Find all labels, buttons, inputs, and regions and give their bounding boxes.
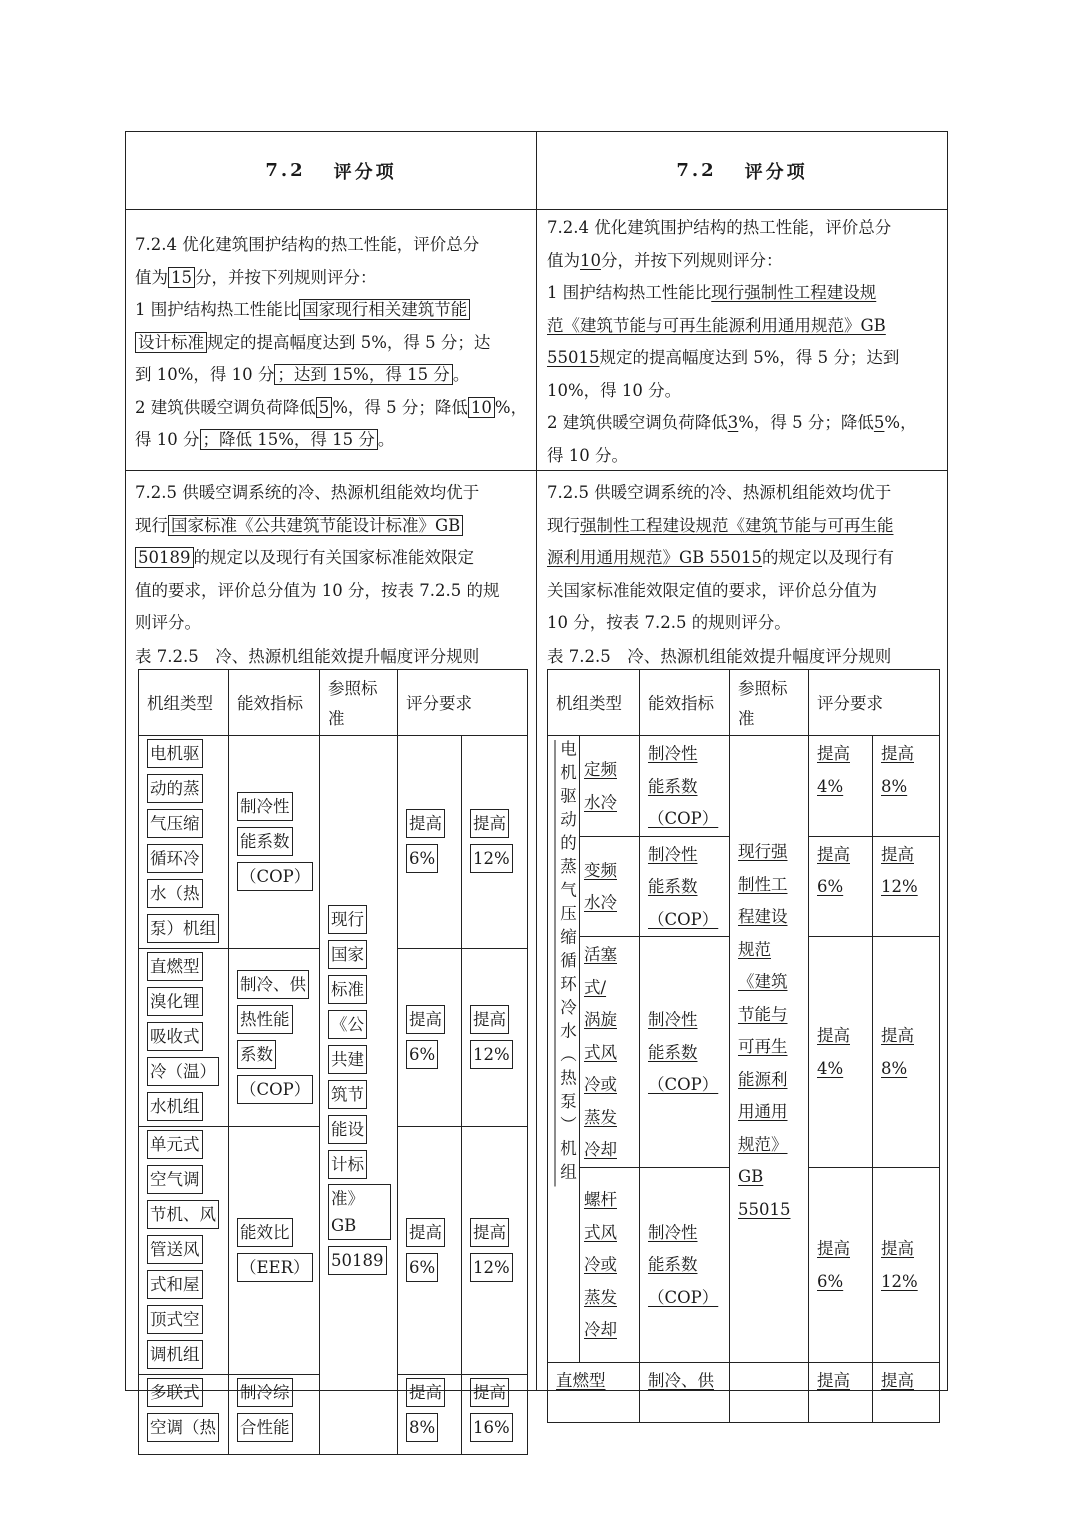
subtable-right-clip bbox=[547, 669, 940, 1391]
underlined-text: 55015 bbox=[547, 348, 600, 367]
text: 8% bbox=[881, 776, 908, 796]
text: 系数 bbox=[237, 1040, 276, 1069]
text: 《公 bbox=[328, 1010, 367, 1039]
underlined-text: 范《建筑节能与可再生能源利用通用规范》GB bbox=[547, 315, 886, 335]
text: 规范 bbox=[738, 939, 771, 959]
text: 现行 bbox=[135, 515, 168, 535]
text-line: 7.2.5 供暖空调系统的冷、热源机组能效均优于 bbox=[547, 483, 892, 502]
text: 式风 bbox=[584, 1222, 617, 1242]
header-text: 机组类型 bbox=[556, 693, 622, 713]
text: 提高 bbox=[817, 1239, 850, 1258]
text: 值为 bbox=[547, 250, 580, 270]
subtype-cell bbox=[580, 937, 640, 1168]
header-text: 参照标准 bbox=[738, 678, 788, 728]
text: 提高 bbox=[881, 844, 914, 864]
text: （COP） bbox=[648, 1075, 719, 1094]
text: 。 bbox=[452, 365, 470, 384]
text: 活塞 bbox=[584, 945, 617, 964]
text: 6% bbox=[406, 844, 438, 873]
score-cell bbox=[873, 836, 940, 937]
text: 筑节 bbox=[328, 1080, 367, 1109]
score-cell bbox=[398, 1375, 462, 1455]
metric-cell bbox=[229, 736, 320, 949]
score-cell bbox=[462, 1375, 528, 1455]
text: 12% bbox=[881, 877, 918, 896]
col-header bbox=[398, 670, 528, 736]
subtype-cell bbox=[580, 1167, 640, 1362]
text-line: 值的要求，评价总分值为 10 分，按表 7.2.5 的规 bbox=[135, 580, 500, 600]
text-line: 则评分。 bbox=[135, 613, 201, 632]
text: 电机驱 bbox=[147, 739, 203, 768]
text: 制冷性 bbox=[648, 1222, 698, 1242]
header-left bbox=[126, 132, 536, 209]
text: 准》GB bbox=[328, 1184, 391, 1240]
text: 6% bbox=[817, 1271, 844, 1291]
text: 循环冷 bbox=[147, 844, 203, 873]
text: 16% bbox=[470, 1413, 513, 1442]
text: 节能与 bbox=[738, 1004, 788, 1024]
text: （COP） bbox=[648, 809, 719, 828]
text: 顶式空 bbox=[147, 1305, 203, 1334]
metric-cell bbox=[229, 1375, 320, 1455]
text: 管送风 bbox=[147, 1235, 203, 1264]
text: 调机组 bbox=[147, 1340, 203, 1369]
table-caption-left: 表 7.2.5 冷、热源机组能效提升幅度评分规则 bbox=[135, 647, 480, 666]
score-cell bbox=[873, 937, 940, 1168]
text: 提高 bbox=[881, 1239, 914, 1258]
score-cell bbox=[809, 937, 873, 1168]
text: 12% bbox=[470, 1253, 513, 1282]
unit-type-cell bbox=[139, 736, 229, 949]
text: 式/ bbox=[584, 977, 607, 997]
text: 单元式 bbox=[147, 1130, 203, 1159]
text-line: 7.2.5 供暖空调系统的冷、热源机组能效均优于 bbox=[135, 483, 480, 502]
score-cell bbox=[462, 736, 528, 949]
text: 式和屋 bbox=[147, 1270, 203, 1299]
header-text: 评分要求 bbox=[817, 693, 883, 713]
reference-standard-cell bbox=[320, 736, 398, 1455]
text: 提高 bbox=[817, 844, 850, 864]
row-divider bbox=[126, 209, 947, 210]
text: 12% bbox=[881, 1271, 918, 1291]
text: 制冷、供 bbox=[648, 1370, 714, 1390]
header-right bbox=[537, 132, 947, 209]
boxed-score: 15 bbox=[168, 267, 195, 288]
text: 现行强 bbox=[738, 842, 788, 861]
score-cell bbox=[398, 949, 462, 1127]
col-header bbox=[809, 670, 940, 736]
text: 式风 bbox=[584, 1042, 617, 1062]
col-header bbox=[320, 670, 398, 736]
unit-type-cell bbox=[139, 1127, 229, 1375]
text: 能系数 bbox=[648, 877, 698, 896]
text: 提高 bbox=[470, 1378, 509, 1407]
text: 提高 bbox=[881, 744, 914, 763]
text: 热性能 bbox=[237, 1005, 293, 1034]
text: 的规定以及现行有 bbox=[762, 548, 895, 567]
text: 值为 bbox=[135, 267, 168, 287]
text: 冷或 bbox=[584, 1255, 617, 1275]
section-title: 评分项 bbox=[744, 161, 808, 183]
table-caption-right: 表 7.2.5 冷、热源机组能效提升幅度评分规则 bbox=[547, 647, 892, 666]
text-line: 10%，得 10 分。 bbox=[547, 380, 682, 400]
text: 制冷性 bbox=[648, 744, 698, 763]
metric-cell bbox=[229, 949, 320, 1127]
text-line: 10 分，按表 7.2.5 的规则评分。 bbox=[547, 613, 791, 632]
text: 提高 bbox=[881, 1026, 914, 1046]
text: 泵）机组 bbox=[147, 914, 219, 943]
score-cell bbox=[809, 736, 873, 837]
text: 规范》 bbox=[738, 1134, 788, 1154]
text: 提高 bbox=[470, 1218, 509, 1247]
text: 变频 bbox=[584, 860, 617, 880]
underlined-value: 3 bbox=[727, 413, 739, 432]
text: GB bbox=[738, 1167, 764, 1186]
text: （COP） bbox=[237, 862, 313, 891]
vertical-text: 电机驱动的蒸气压缩循环冷水（热泵）机组 bbox=[557, 740, 577, 1187]
header-text: 能效指标 bbox=[237, 693, 303, 713]
col-header bbox=[640, 670, 730, 736]
text: 能系数 bbox=[237, 827, 293, 856]
header-text: 能效指标 bbox=[648, 693, 714, 713]
text: 《建筑 bbox=[738, 972, 788, 991]
comparison-table bbox=[125, 131, 948, 1437]
text: 制冷性 bbox=[237, 792, 293, 821]
unit-type-cell bbox=[548, 1362, 640, 1422]
boxed-text: 国家现行相关建筑节能 bbox=[299, 299, 470, 320]
boxed-value: 5 bbox=[316, 397, 333, 418]
text: 分，并按下列规则评分： bbox=[195, 267, 377, 287]
text: 12% bbox=[470, 1040, 513, 1069]
text: （COP） bbox=[648, 1287, 719, 1307]
text: 可再生 bbox=[738, 1037, 788, 1056]
boxed-text: ；降低 15%，得 15 分 bbox=[200, 429, 378, 450]
unit-type-cell bbox=[139, 1375, 229, 1455]
text: 水冷 bbox=[584, 893, 617, 913]
text: （COP） bbox=[648, 909, 719, 929]
text-line: 关国家标准能效限定值的要求，评价总分值为 bbox=[547, 580, 877, 600]
text: %， bbox=[494, 397, 528, 417]
text: 水（热 bbox=[147, 879, 203, 908]
text: 提高 bbox=[406, 1005, 445, 1034]
metric-cell bbox=[640, 836, 730, 937]
text: 提高 bbox=[406, 1378, 445, 1407]
text: 能效比 bbox=[237, 1218, 293, 1247]
text: 空调（热 bbox=[147, 1413, 219, 1442]
text: 吸收式 bbox=[147, 1022, 203, 1051]
text: 提高 bbox=[470, 809, 509, 838]
text-line: 7.2.4 优化建筑围护结构的热工性能，评价总分 bbox=[135, 235, 480, 254]
subtype-cell bbox=[580, 836, 640, 937]
subtable-left bbox=[138, 669, 528, 1455]
text: 蒸发 bbox=[584, 1107, 617, 1127]
text: 冷（温） bbox=[147, 1057, 219, 1086]
text: 制冷综 bbox=[237, 1378, 293, 1407]
metric-cell bbox=[640, 1167, 730, 1362]
underlined-value: 5 bbox=[873, 413, 885, 432]
underlined-text: 源利用通用规范》GB 55015 bbox=[547, 548, 763, 567]
col-header bbox=[229, 670, 320, 736]
text: 4% bbox=[817, 1058, 844, 1078]
clause-725-left bbox=[135, 477, 530, 640]
subtype-cell bbox=[580, 736, 640, 837]
boxed-value: 10 bbox=[468, 397, 495, 418]
header-text: 参照标准 bbox=[328, 678, 378, 728]
text: 直燃型 bbox=[147, 952, 203, 981]
unit-type-cell bbox=[139, 949, 229, 1127]
text: 到 10%，得 10 分 bbox=[135, 365, 275, 384]
boxed-text: ；达到 15%，得 15 分 bbox=[274, 364, 452, 385]
text: 合性能 bbox=[237, 1413, 293, 1442]
text: 标准 bbox=[328, 975, 367, 1004]
score-cell bbox=[398, 1127, 462, 1375]
text: 定频 bbox=[584, 760, 617, 780]
subtable-right bbox=[547, 669, 940, 1423]
text: 2 建筑供暖空调负荷降低 bbox=[135, 397, 316, 417]
text: 提高 bbox=[817, 744, 850, 763]
reference-standard-cell bbox=[730, 736, 809, 1363]
text: （COP） bbox=[237, 1075, 313, 1104]
text: 计标 bbox=[328, 1150, 367, 1179]
text: 现行 bbox=[328, 905, 367, 934]
text: 能源利 bbox=[738, 1069, 788, 1089]
text-line: 得 10 分。 bbox=[547, 445, 628, 465]
text: 2 建筑供暖空调负荷降低 bbox=[547, 413, 728, 432]
metric-cell bbox=[640, 736, 730, 837]
text: 空气调 bbox=[147, 1165, 203, 1194]
boxed-text: 50189 bbox=[135, 547, 194, 568]
score-cell bbox=[809, 836, 873, 937]
col-header bbox=[139, 670, 229, 736]
text: 提高 bbox=[406, 1218, 445, 1247]
text: 多联式 bbox=[147, 1378, 203, 1407]
section-number: 7.2 bbox=[676, 160, 717, 181]
text-line: 7.2.4 优化建筑围护结构的热工性能，评价总分 bbox=[547, 218, 892, 237]
header-text: 机组类型 bbox=[147, 693, 213, 713]
column-divider bbox=[536, 132, 537, 1390]
score-cell bbox=[873, 1167, 940, 1362]
text: 能系数 bbox=[648, 1255, 698, 1275]
section-title: 评分项 bbox=[333, 161, 397, 183]
metric-cell bbox=[640, 1362, 730, 1422]
text: 12% bbox=[470, 844, 513, 873]
text: 6% bbox=[406, 1040, 438, 1069]
reference-standard-cell bbox=[730, 1362, 809, 1422]
col-header bbox=[548, 670, 640, 736]
text: 分，并按下列规则评分： bbox=[601, 250, 783, 270]
text: 。 bbox=[377, 430, 395, 449]
text: 溴化锂 bbox=[147, 987, 203, 1016]
text: 规定的提高幅度达到 5%，得 5 分；达到 bbox=[599, 348, 900, 367]
text: （EER） bbox=[237, 1253, 313, 1282]
text: 节机、风 bbox=[147, 1200, 219, 1229]
text: 制冷、供 bbox=[237, 970, 309, 999]
text: %，得 5 分；降低 bbox=[332, 397, 468, 417]
unit-group-cell bbox=[548, 736, 580, 1363]
section-number: 7.2 bbox=[265, 160, 306, 181]
text: 动的蒸 bbox=[147, 774, 203, 803]
text: 8% bbox=[406, 1413, 438, 1442]
text: 制冷性 bbox=[648, 1010, 698, 1029]
underlined-text: 强制性工程建设规范《建筑节能与可再生能 bbox=[580, 515, 894, 535]
metric-cell bbox=[229, 1127, 320, 1375]
score-cell bbox=[398, 736, 462, 949]
score-cell bbox=[873, 736, 940, 837]
clause-725-right bbox=[547, 477, 942, 640]
text: 水机组 bbox=[147, 1092, 203, 1121]
score-cell bbox=[873, 1362, 940, 1422]
clause-724-right bbox=[547, 212, 942, 472]
underlined-score: 10 bbox=[580, 250, 601, 270]
text: 能设 bbox=[328, 1115, 367, 1144]
score-cell bbox=[809, 1167, 873, 1362]
score-cell bbox=[462, 949, 528, 1127]
score-cell bbox=[809, 1362, 873, 1422]
text: 的规定以及现行有关国家标准能效限定 bbox=[193, 548, 474, 567]
text: 提高 bbox=[817, 1370, 850, 1390]
text: 现行 bbox=[547, 515, 580, 535]
subtable-left-clip bbox=[138, 669, 528, 1437]
boxed-text: 国家标准《公共建筑节能设计标准》GB bbox=[168, 515, 463, 536]
score-cell bbox=[462, 1127, 528, 1375]
text: 能系数 bbox=[648, 1042, 698, 1062]
text: 水冷 bbox=[584, 792, 617, 812]
text: 蒸发 bbox=[584, 1287, 617, 1307]
text: 得 10 分 bbox=[135, 430, 200, 449]
header-text: 评分要求 bbox=[406, 693, 472, 713]
text: 气压缩 bbox=[147, 809, 203, 838]
text: 冷却 bbox=[584, 1140, 617, 1159]
text: 用通用 bbox=[738, 1102, 788, 1121]
text: 共建 bbox=[328, 1045, 367, 1074]
text: 直燃型 bbox=[556, 1370, 606, 1390]
underlined-text: 现行强制性工程建设规 bbox=[711, 283, 877, 302]
text: 4% bbox=[817, 776, 844, 796]
metric-cell bbox=[640, 937, 730, 1168]
text: 冷或 bbox=[584, 1075, 617, 1094]
text: 能系数 bbox=[648, 776, 698, 796]
text: 6% bbox=[406, 1253, 438, 1282]
text: 螺杆 bbox=[584, 1190, 617, 1210]
text: 涡旋 bbox=[584, 1010, 617, 1029]
text: 提高 bbox=[470, 1005, 509, 1034]
text: 50189 bbox=[328, 1246, 387, 1275]
text: 1 围护结构热工性能比 bbox=[547, 283, 712, 302]
text: 规定的提高幅度达到 5%，得 5 分；达 bbox=[207, 332, 491, 352]
text: 国家 bbox=[328, 940, 367, 969]
text: 提高 bbox=[881, 1370, 914, 1390]
boxed-text: 设计标准 bbox=[135, 332, 207, 353]
col-header bbox=[730, 670, 809, 736]
text: 程建设 bbox=[738, 907, 788, 926]
text: 制冷性 bbox=[648, 844, 698, 864]
text: 6% bbox=[817, 877, 844, 896]
text: 制性工 bbox=[738, 874, 788, 894]
text: 8% bbox=[881, 1058, 908, 1078]
text: 提高 bbox=[817, 1026, 850, 1046]
text: %， bbox=[884, 413, 917, 432]
text: 1 围护结构热工性能比 bbox=[135, 300, 300, 319]
text: 55015 bbox=[738, 1199, 791, 1219]
text: 冷却 bbox=[584, 1320, 617, 1340]
text: %，得 5 分；降低 bbox=[738, 413, 874, 432]
text: 提高 bbox=[406, 809, 445, 838]
clause-724-left bbox=[135, 229, 530, 457]
